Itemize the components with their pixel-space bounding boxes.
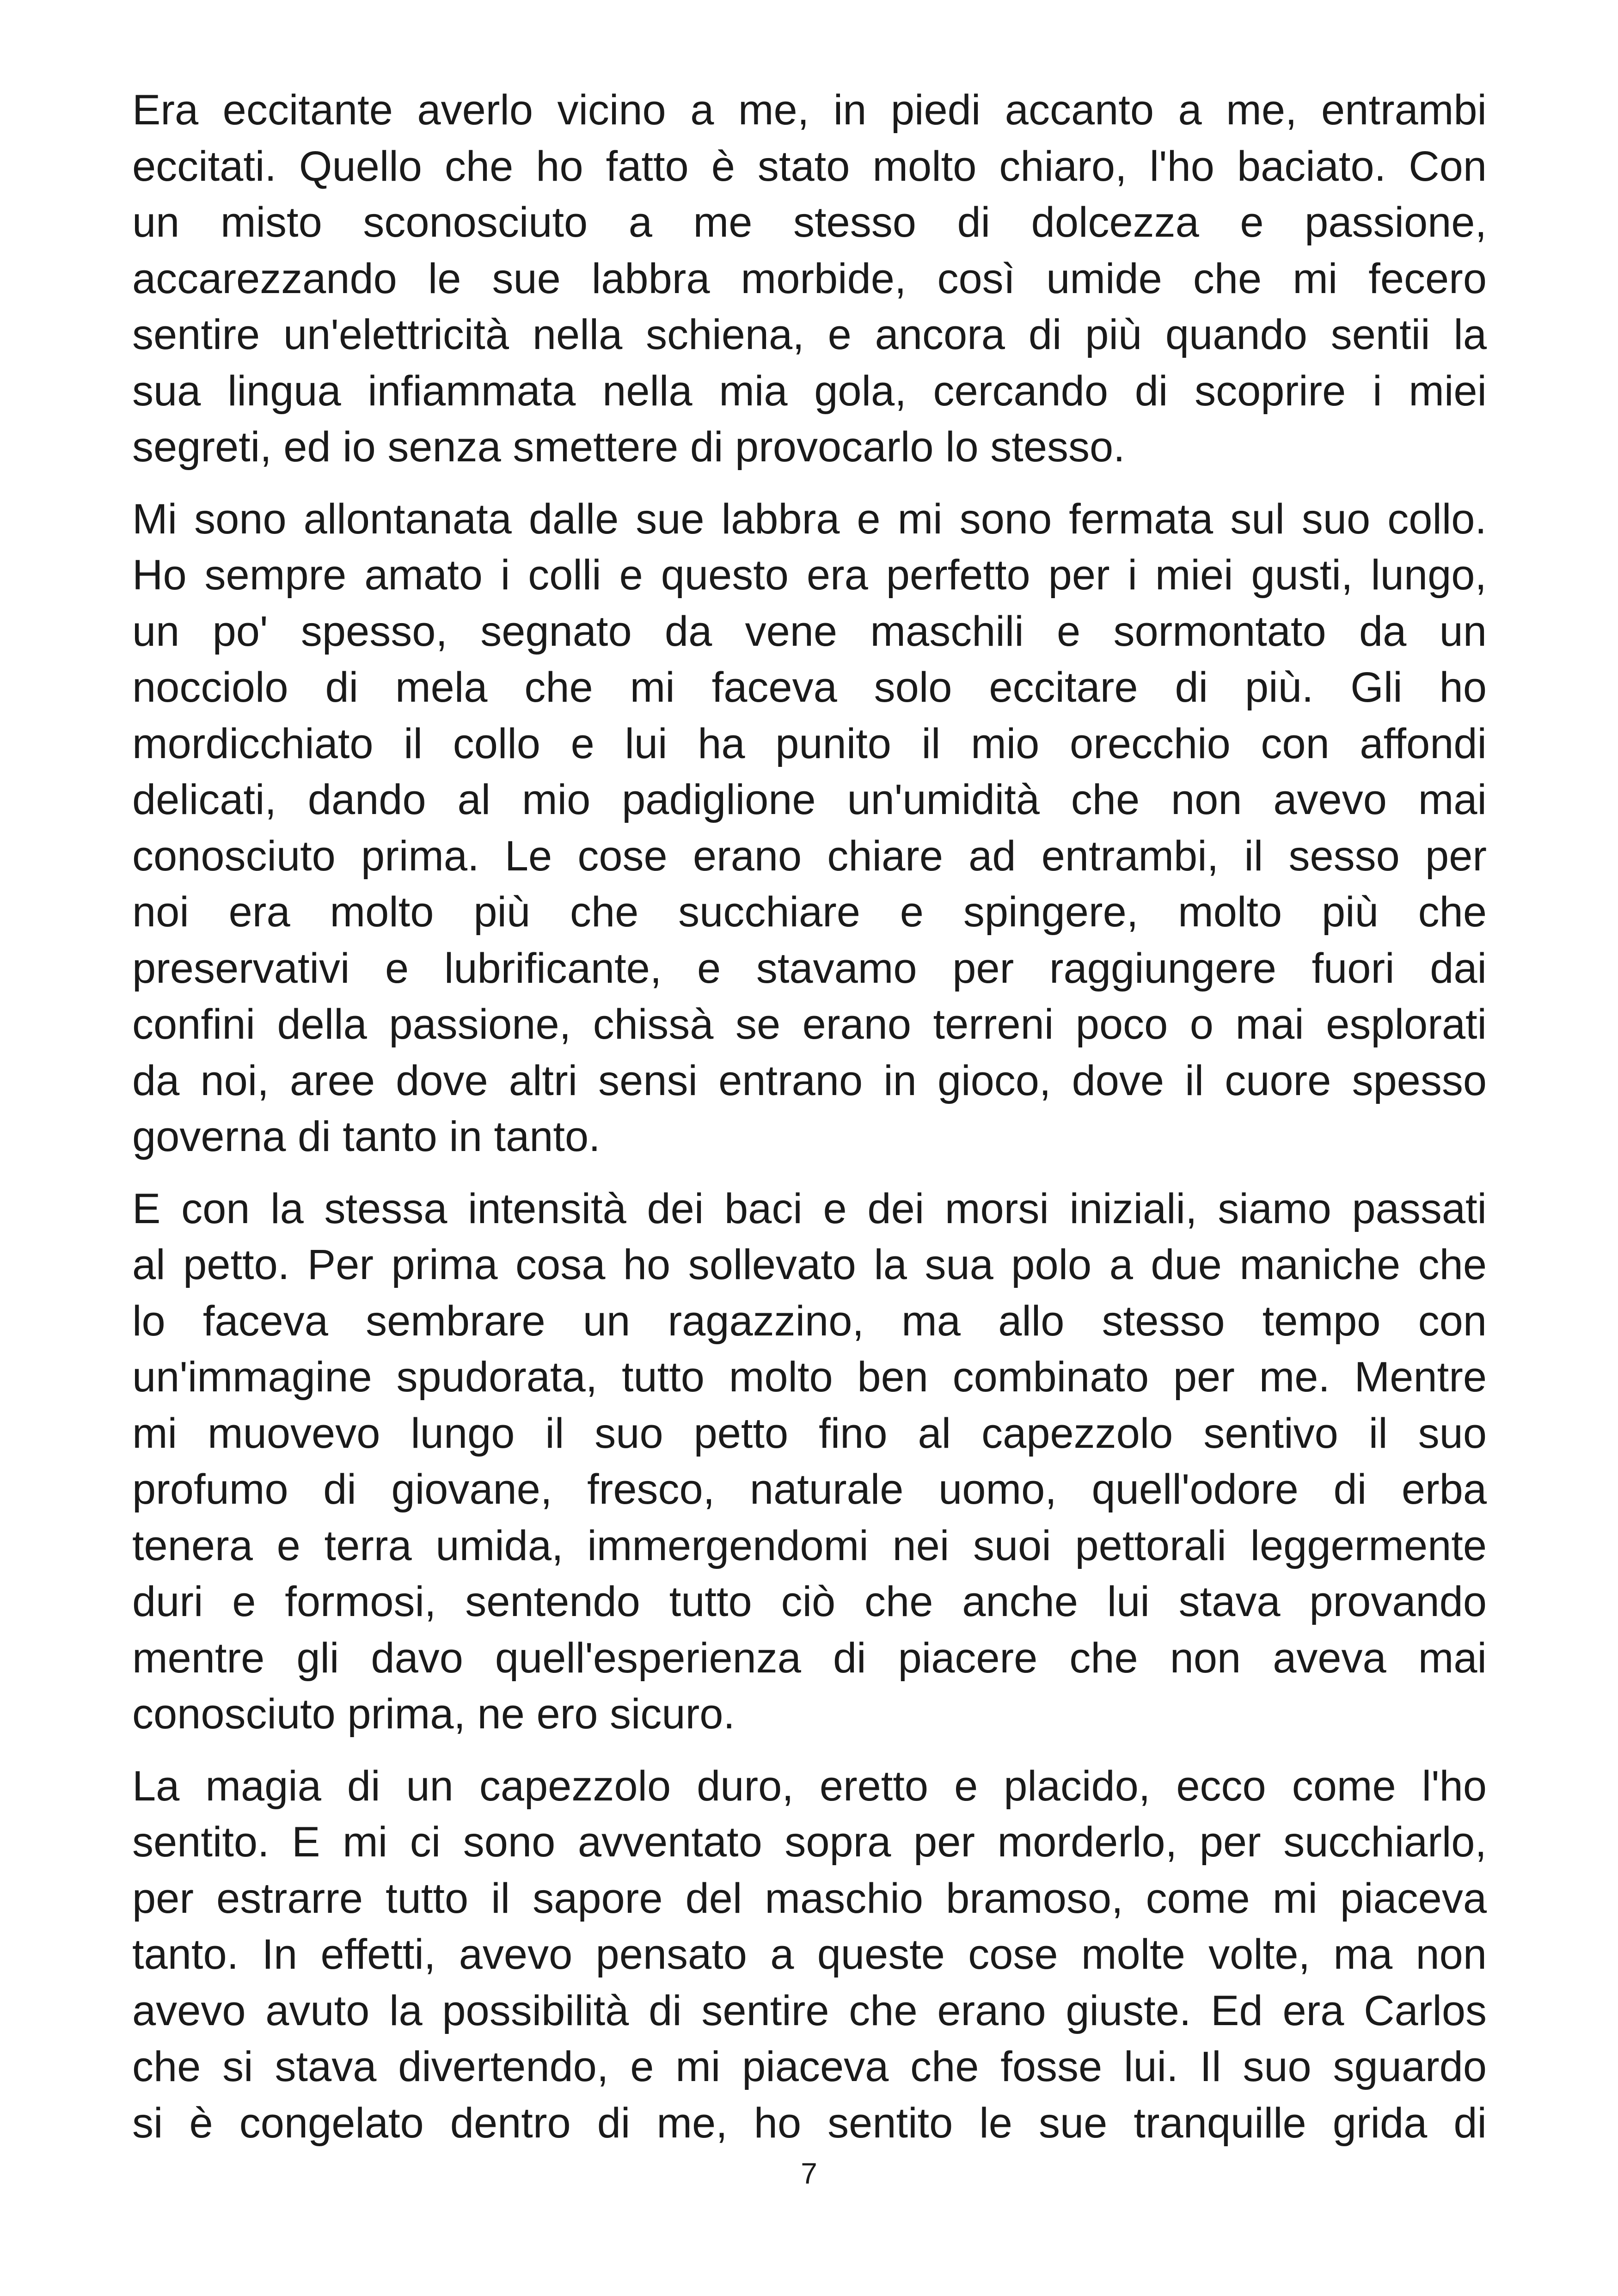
text-line: Mi sono allontanata dalle sue labbra e mi sono fermata sul suo collo. [132,495,1487,543]
text-line: confini della passione, chissà se erano terreni poco o mai esplorati [132,1001,1487,1048]
text-line: governa di tanto in tanto. [132,1113,601,1160]
text-line: sentire un'elettricità nella schiena, e ancora di più quando sentii la [132,311,1487,358]
text-line: accarezzando le sue labbra morbide, così umide che mi fecero [132,255,1487,302]
text-line: che si stava divertendo, e mi piaceva che fosse lui. Il suo sguardo [132,2043,1487,2090]
text-line: sua lingua infiammata nella mia gola, cercando di scoprire i miei [132,367,1487,415]
text-line: conosciuto prima, ne ero sicuro. [132,1690,735,1738]
text-line: lo faceva sembrare un ragazzino, ma allo stesso tempo con [132,1297,1487,1345]
text-line: tanto. In effetti, avevo pensato a queste cose molte volte, ma non [132,1931,1487,1978]
paragraph [132,1181,1487,1743]
body-text [132,82,1487,2167]
text-line: Era eccitante averlo vicino a me, in piedi accanto a me, entrambi [132,86,1487,134]
text-line: noi era molto più che succhiare e spingere, molto più che [132,888,1487,936]
paragraph [132,491,1487,1165]
text-line: preservativi e lubrificante, e stavamo per raggiungere fuori dai [132,944,1487,992]
paragraph [132,82,1487,476]
text-line: La magia di un capezzolo duro, eretto e placido, ecco come l'ho [132,1762,1487,1810]
text-line: E con la stessa intensità dei baci e dei morsi iniziali, siamo passati [132,1185,1487,1232]
text-line: un po' spesso, segnato da vene maschili e sormontato da un [132,607,1487,655]
text-line: conosciuto prima. Le cose erano chiare ad entrambi, il sesso per [132,832,1487,880]
text-line: delicati, dando al mio padiglione un'umidità che non avevo mai [132,776,1487,823]
text-line: Ho sempre amato i colli e questo era perfetto per i miei gusti, lungo, [132,551,1487,599]
text-line: segreti, ed io senza smettere di provocarlo lo stesso. [132,423,1125,471]
text-line: duri e formosi, sentendo tutto ciò che anche lui stava provando [132,1578,1487,1625]
text-line: tenera e terra umida, immergendomi nei suoi pettorali leggermente [132,1522,1487,1569]
text-line: mi muovevo lungo il suo petto fino al capezzolo sentivo il suo [132,1409,1487,1457]
text-line: si è congelato dentro di me, ho sentito le sue tranquille grida di [132,2099,1487,2147]
text-line: avevo avuto la possibilità di sentire che erano giuste. Ed era Carlos [132,1987,1487,2034]
text-line: da noi, aree dove altri sensi entrano in gioco, dove il cuore spesso [132,1057,1487,1104]
text-line: nocciolo di mela che mi faceva solo eccitare di più. Gli ho [132,664,1487,711]
paragraph [132,1758,1487,2152]
text-line: mordicchiato il collo e lui ha punito il mio orecchio con affondi [132,720,1487,767]
text-line: sentito. E mi ci sono avventato sopra per morderlo, per succhiarlo, [132,1818,1487,1866]
text-line: al petto. Per prima cosa ho sollevato la sua polo a due maniche che [132,1241,1487,1288]
page-number: 7 [801,2157,817,2190]
text-line: mentre gli davo quell'esperienza di piacere che non aveva mai [132,1634,1487,1682]
text-line: un'immagine spudorata, tutto molto ben combinato per me. Mentre [132,1353,1487,1401]
text-line: un misto sconosciuto a me stesso di dolcezza e passione, [132,199,1487,246]
text-line: profumo di giovane, fresco, naturale uomo, quell'odore di erba [132,1466,1487,1513]
text-line: per estrarre tutto il sapore del maschio bramoso, come mi piaceva [132,1874,1487,1922]
text-line: eccitati. Quello che ho fatto è stato molto chiaro, l'ho baciato. Con [132,142,1487,190]
